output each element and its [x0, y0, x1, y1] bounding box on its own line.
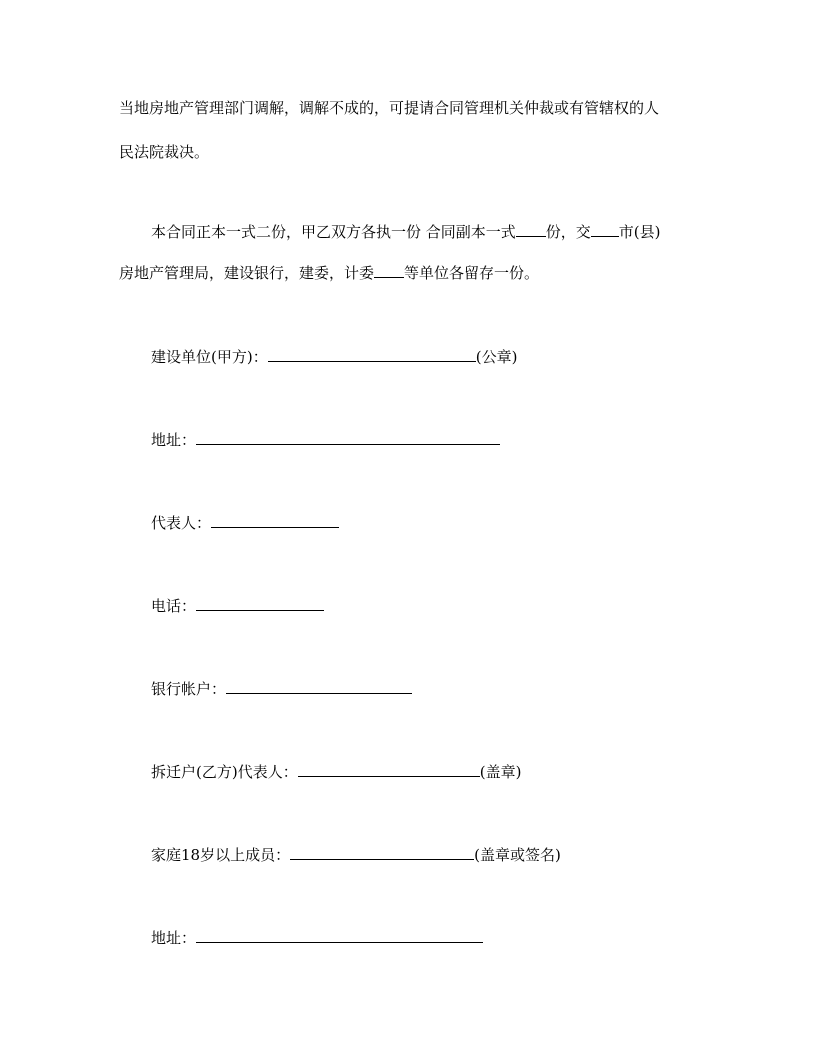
- phone-blank: [196, 595, 324, 611]
- party-b-blank: [298, 761, 480, 777]
- family-members-label: 家庭18岁以上成员：: [151, 846, 291, 864]
- party-a-address-line: [151, 429, 500, 449]
- party-a-blank: [268, 346, 476, 362]
- family-members-blank: [290, 844, 474, 860]
- party-a-line: [151, 346, 517, 366]
- party-a-suffix: (公章): [475, 348, 518, 366]
- party-b-label: 拆迁户(乙方)代表人：: [151, 763, 298, 781]
- paragraph2-text-3: 市(县): [618, 223, 661, 241]
- bank-account-label: 银行帐户：: [151, 680, 227, 698]
- family-members-line: [151, 844, 561, 864]
- family-members-suffix: (盖章或签名): [474, 846, 561, 864]
- paragraph2-text-1: 本合同正本一式二份，甲乙双方各执一份 合同副本一式: [151, 223, 516, 241]
- bank-account-blank: [226, 678, 412, 694]
- phone-label: 电话：: [151, 597, 197, 615]
- representative-label: 代表人：: [151, 514, 212, 532]
- paragraph2-text-2: 份，交: [545, 223, 591, 241]
- representative-blank: [211, 512, 339, 528]
- phone-line: [151, 595, 324, 615]
- party-b-address-blank: [196, 927, 483, 943]
- representative-line: [151, 512, 339, 532]
- copies-count-blank: [516, 221, 546, 237]
- paragraph2-line1: [151, 221, 661, 241]
- paragraph1-line1: 当地房地产管理部门调解，调解不成的，可提请合同管理机关仲裁或有管辖权的人: [119, 99, 660, 117]
- bank-account-line: [151, 678, 412, 698]
- party-b-address-line: [151, 927, 483, 947]
- party-b-suffix: (盖章): [479, 763, 522, 781]
- paragraph2-text-5: 等单位各留存一份。: [404, 264, 540, 282]
- party-b-address-label: 地址：: [151, 929, 197, 947]
- party-a-address-label: 地址：: [151, 431, 197, 449]
- paragraph2-line2: [119, 262, 539, 282]
- city-blank: [591, 221, 619, 237]
- units-blank: [374, 262, 404, 278]
- party-a-address-blank: [196, 429, 500, 445]
- party-b-line: [151, 761, 521, 781]
- party-a-label: 建设单位(甲方)：: [151, 348, 268, 366]
- paragraph2-text-4: 房地产管理局，建设银行，建委，计委: [119, 264, 375, 282]
- paragraph1-line2: 民法院裁决。: [119, 143, 210, 161]
